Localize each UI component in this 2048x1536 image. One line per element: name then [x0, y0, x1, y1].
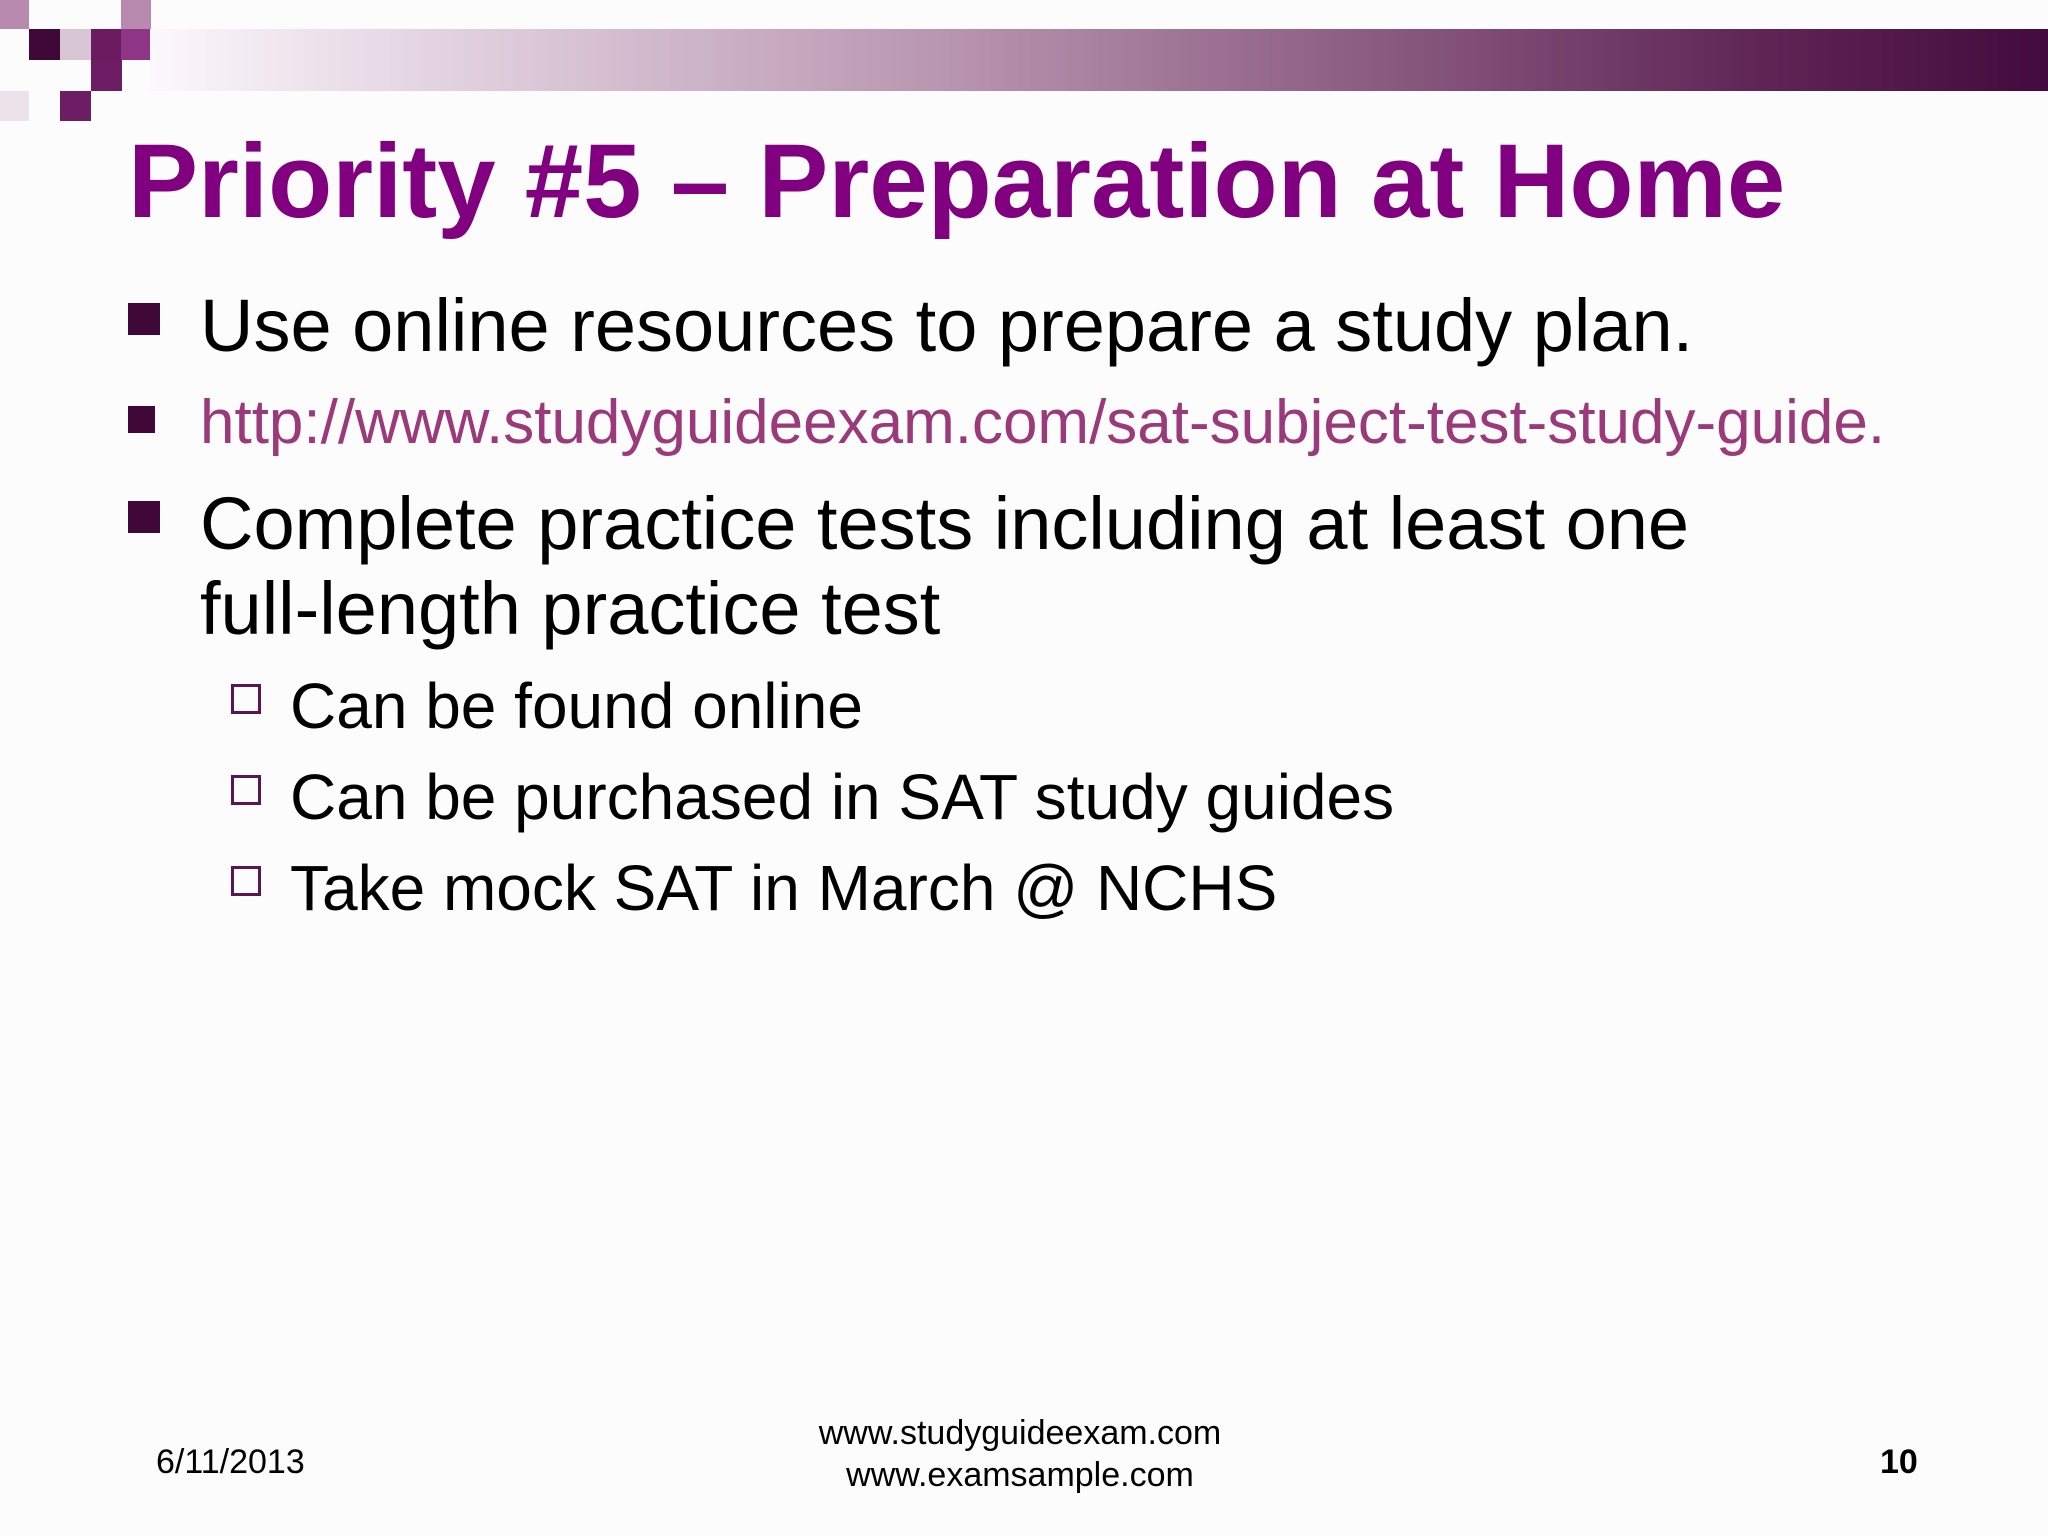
filled-square-icon: [128, 406, 155, 433]
footer-website: www.examsample.com: [846, 1456, 1194, 1494]
footer-date: 6/11/2013: [156, 1443, 305, 1481]
bullet-text-continued: full-length practice test: [200, 567, 941, 650]
deco-square: [121, 0, 151, 29]
deco-square: [0, 0, 29, 29]
filled-square-icon: [128, 303, 160, 335]
footer-website: www.studyguideexam.com: [818, 1414, 1222, 1452]
page-number: 10: [1880, 1443, 1918, 1481]
deco-square: [60, 29, 91, 60]
deco-square: [91, 29, 122, 60]
bullet-text: Use online resources to prepare a study plan.: [200, 284, 1694, 367]
slide-title: Priority #5 – Preparation at Home: [128, 123, 1786, 240]
hollow-square-icon: [231, 775, 261, 805]
hollow-square-icon: [231, 684, 261, 714]
header-gradient-bar: [150, 29, 2048, 91]
footer-websites: [720, 1412, 1320, 1496]
deco-square: [0, 91, 29, 121]
filled-square-icon: [128, 501, 160, 533]
sub-bullet-text: Take mock SAT in March @ NCHS: [290, 852, 1278, 924]
deco-square: [91, 60, 122, 91]
hollow-square-icon: [231, 866, 261, 896]
study-guide-link[interactable]: http://www.studyguideexam.com/sat-subject-test-study-guide.: [200, 388, 1886, 457]
deco-square: [121, 29, 152, 60]
deco-square: [60, 91, 91, 121]
deco-square: [29, 29, 60, 60]
sub-bullet-text: Can be found online: [290, 670, 863, 742]
bullet-text: Complete practice tests including at least one: [200, 482, 1690, 565]
sub-bullet-text: Can be purchased in SAT study guides: [290, 761, 1395, 833]
